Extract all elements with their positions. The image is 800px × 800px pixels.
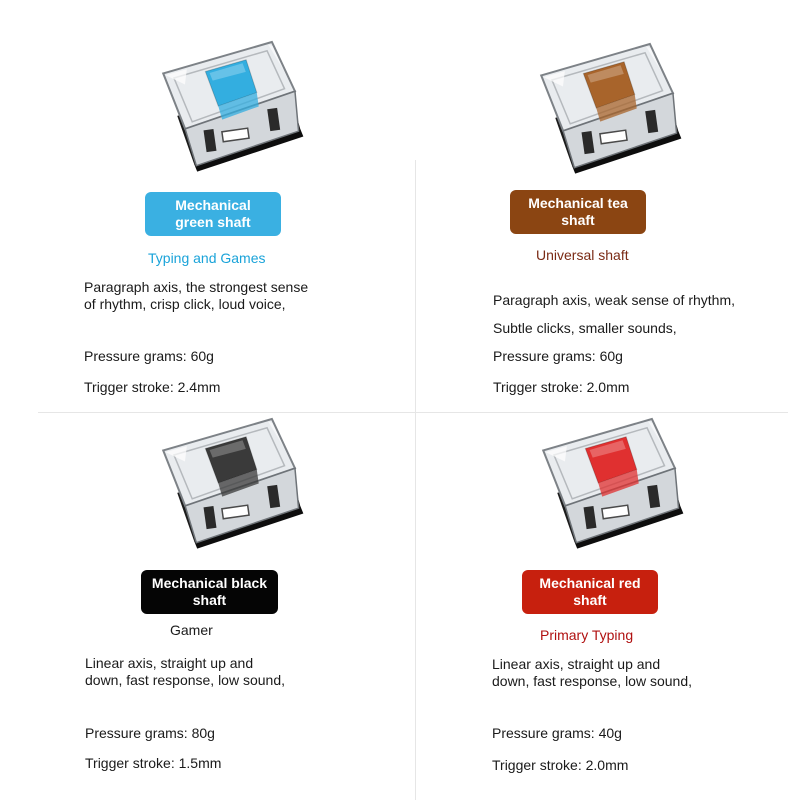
red-shaft-stroke: Trigger stroke: 2.0mm: [492, 757, 629, 773]
tea-shaft-badge: Mechanical tea shaft: [510, 190, 646, 234]
red-shaft-subtitle: Primary Typing: [540, 627, 634, 643]
green-shaft-subtitle: Typing and Games: [148, 250, 266, 266]
black-switch-image: [148, 415, 318, 545]
green-shaft-badge: Mechanical green shaft: [145, 192, 281, 236]
black-shaft-pressure: Pressure grams: 80g: [85, 725, 215, 741]
tea-shaft-stroke: Trigger stroke: 2.0mm: [493, 379, 630, 395]
horizontal-divider: [38, 412, 788, 413]
tea-switch-image: [526, 40, 696, 170]
green-shaft-stroke: Trigger stroke: 2.4mm: [84, 379, 221, 395]
red-shaft-badge: Mechanical red shaft: [522, 570, 658, 614]
green-shaft-pressure: Pressure grams: 60g: [84, 348, 214, 364]
green-switch-image: [148, 38, 318, 168]
tea-shaft-pressure: Pressure grams: 60g: [493, 348, 623, 364]
vertical-divider: [415, 160, 416, 800]
tea-shaft-subtitle: Universal shaft: [536, 247, 629, 263]
black-shaft-stroke: Trigger stroke: 1.5mm: [85, 755, 222, 771]
tea-shaft-description: Paragraph axis, weak sense of rhythm, Subtle clicks, smaller sounds,: [493, 292, 736, 336]
green-shaft-description: Paragraph axis, the strongest sense of rhythm, crisp click, loud voice,: [84, 279, 309, 312]
red-switch-image: [528, 415, 698, 545]
black-shaft-badge: Mechanical black shaft: [141, 570, 278, 614]
red-shaft-pressure: Pressure grams: 40g: [492, 725, 622, 741]
red-shaft-description: Linear axis, straight up and down, fast response, low sound,: [492, 656, 693, 689]
black-shaft-description: Linear axis, straight up and down, fast response, low sound,: [85, 655, 286, 688]
black-shaft-subtitle: Gamer: [170, 622, 213, 638]
